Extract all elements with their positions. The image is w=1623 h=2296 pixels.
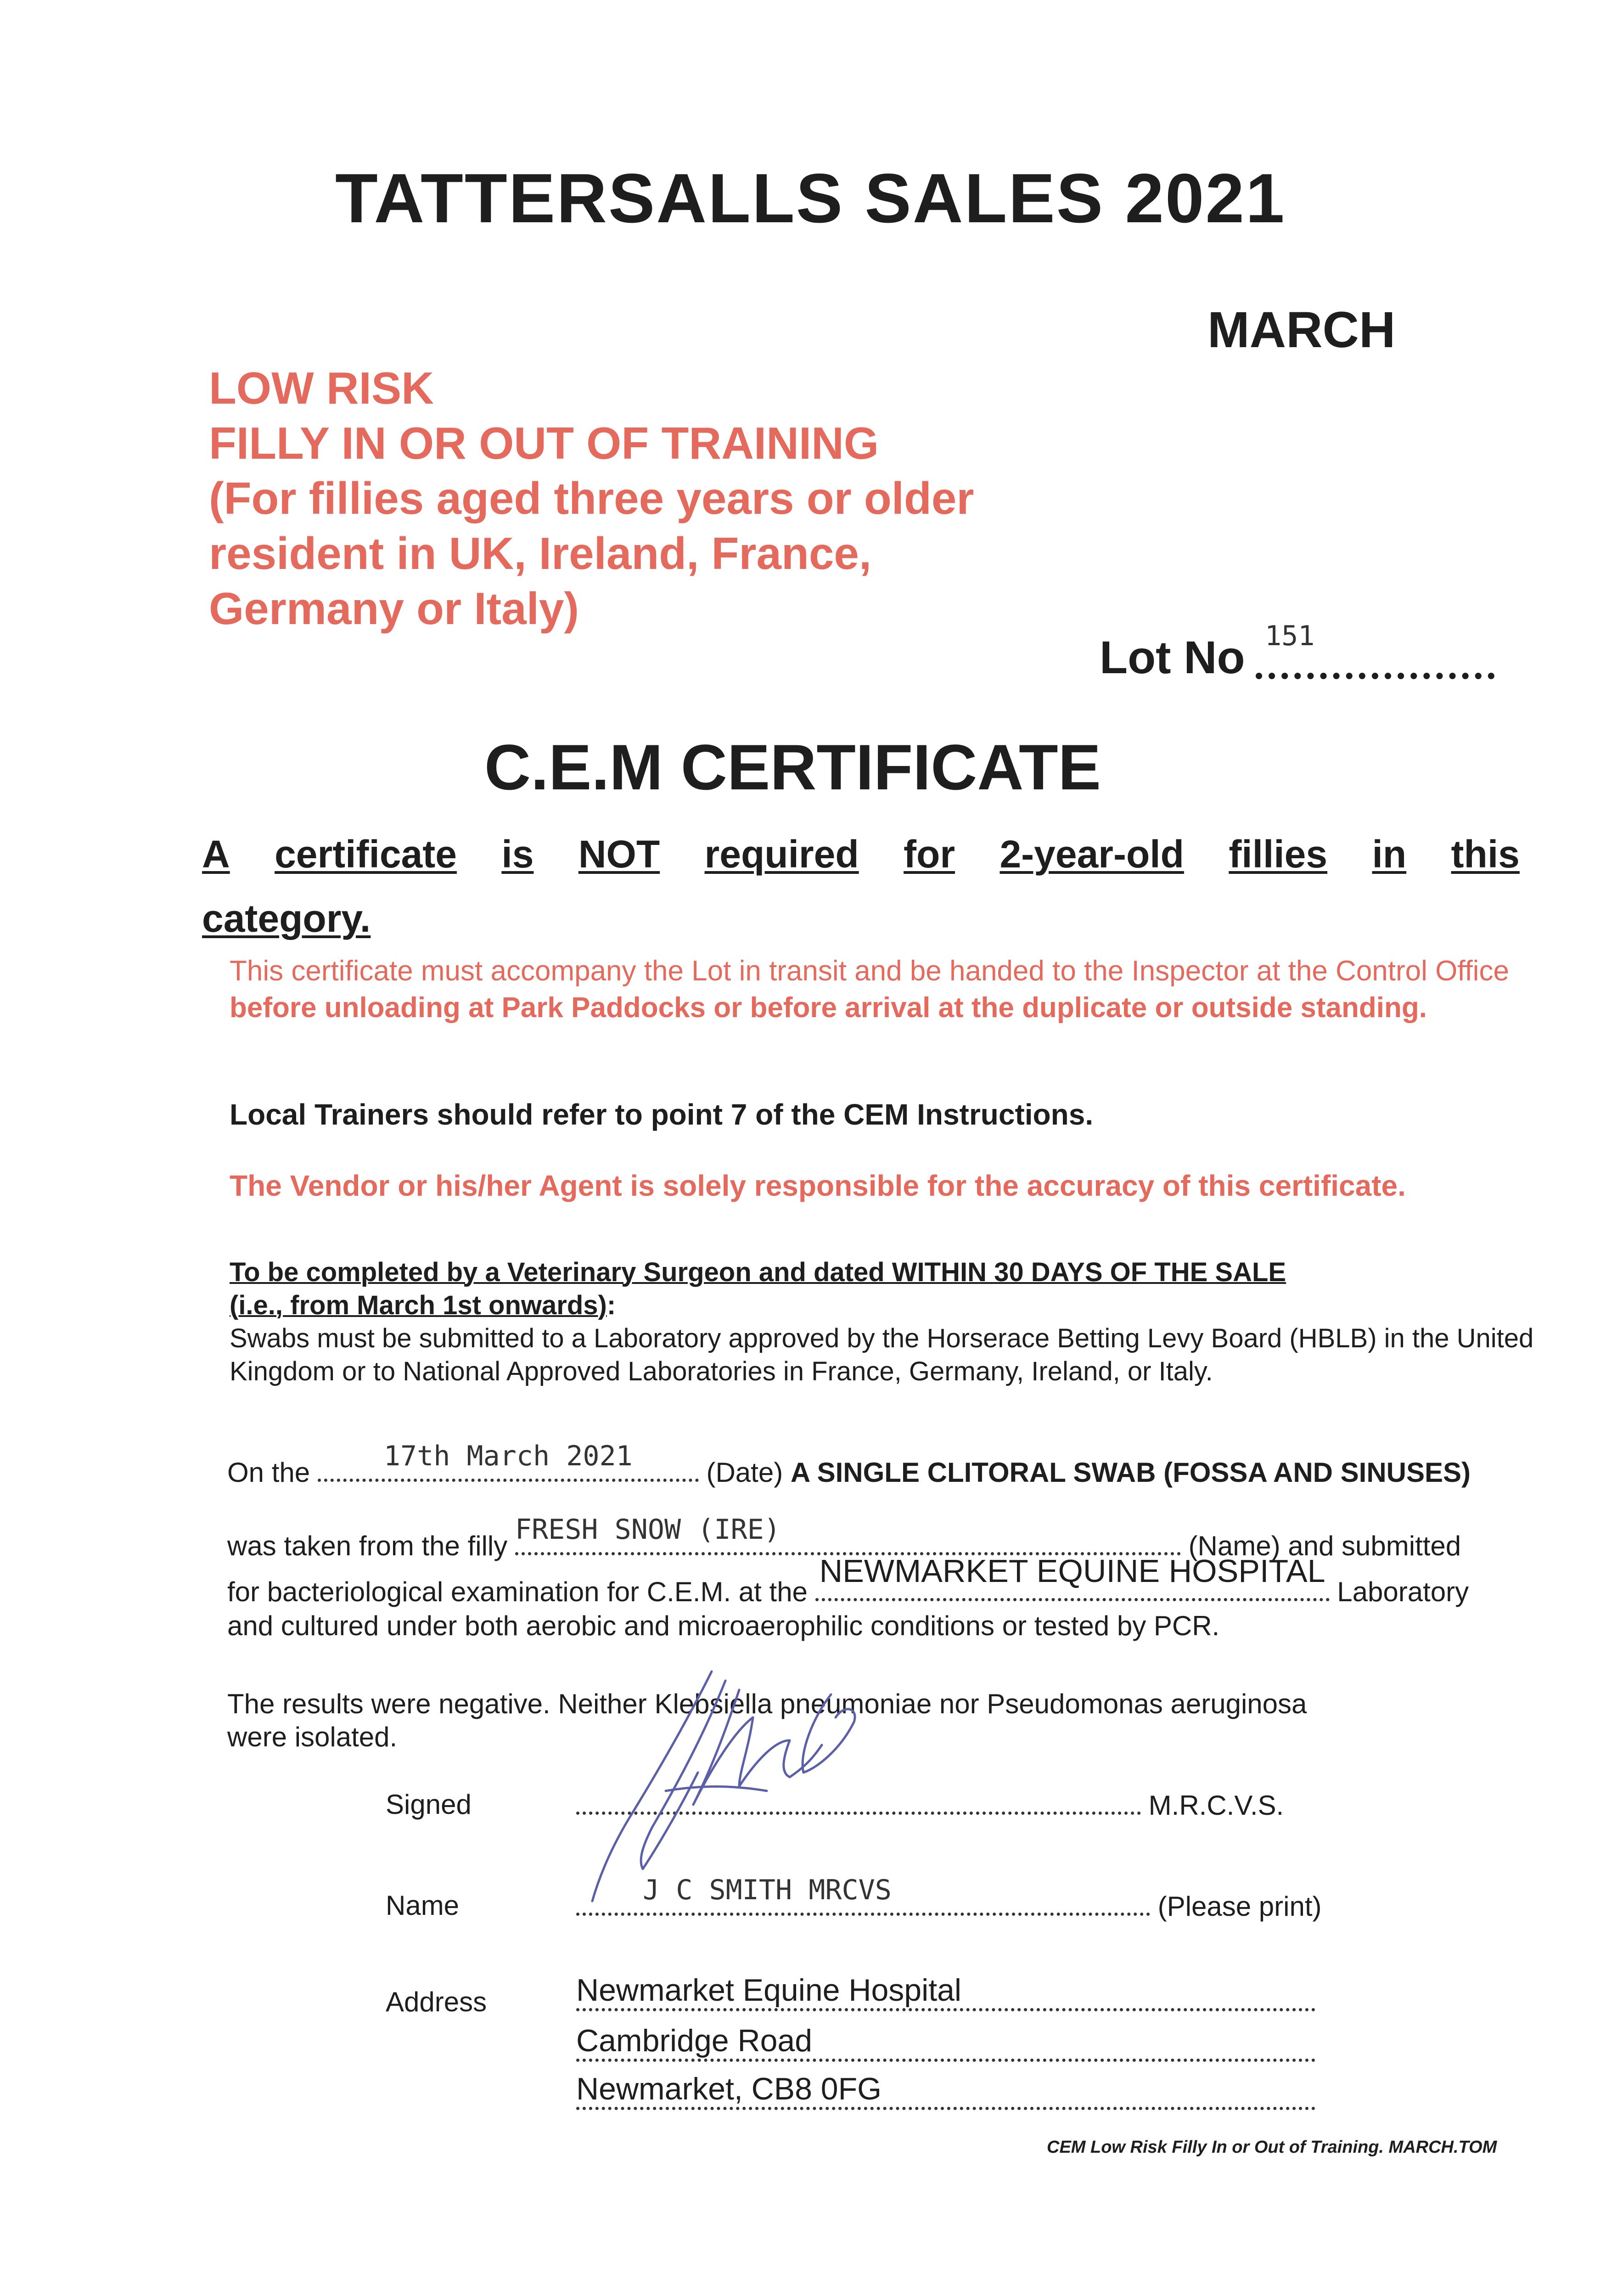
address-label: Address [386, 1986, 487, 2017]
filly-prefix: was taken from the filly [227, 1531, 508, 1561]
category-line: LOW RISK [209, 363, 434, 413]
results-line: The results were negative. Neither Klebsiella pneumoniae nor Pseudomonas aeruginosa [227, 1688, 1307, 1719]
handwritten-signature [574, 1653, 877, 1910]
category-heading [209, 360, 974, 636]
lot-value: 151 [1265, 620, 1315, 652]
laboratory-line [227, 1553, 1469, 1643]
sale-month: MARCH [1207, 302, 1396, 358]
vendor-notice: The Vendor or his/her Agent is solely responsible for the accuracy of this certificate. [230, 1169, 1406, 1202]
address-line [576, 2023, 1315, 2062]
transit-bold-text: before unloading at Park Paddocks or before arrival at the duplicate or outside standing. [230, 992, 1427, 1024]
date-value: 17th March 2021 [383, 1440, 633, 1472]
address-value: Newmarket Equine Hospital [576, 1972, 1315, 2011]
name-label: Name [386, 1890, 460, 1921]
lot-number [1100, 620, 1315, 684]
notice-word: A [202, 833, 230, 876]
notice-word: 2-year-old [1000, 833, 1184, 876]
name-suffix: (Please print) [1157, 1891, 1322, 1922]
certificate-title: C.E.M CERTIFICATE [484, 731, 1101, 803]
vet-heading-colon: : [607, 1290, 616, 1320]
vet-body: Swabs must be submitted to a Laboratory approved by the Horserace Betting Levy Board (HBLB) in the United Kingdom or to National Approved Laboratories in France, Germany, Ireland, or Italy. [230, 1323, 1534, 1386]
transit-notice [230, 953, 1515, 1026]
address-line [576, 1972, 1315, 2011]
notice-word: NOT [578, 833, 660, 876]
category-line: Germany or Italy) [209, 583, 579, 634]
category-line: FILLY IN OR OUT OF TRAINING [209, 418, 879, 468]
filly-name-value: FRESH SNOW (IRE) [515, 1514, 781, 1546]
laboratory-suffix: Laboratory [1337, 1576, 1469, 1607]
signed-label: Signed [386, 1789, 472, 1820]
name-value: J C SMITH MRCVS [643, 1874, 892, 1906]
notice-word: for [904, 833, 955, 876]
signed-suffix: M.R.C.V.S. [1148, 1790, 1284, 1821]
address-value: Newmarket, CB8 0FG [576, 2071, 1315, 2110]
page-title: TATTERSALLS SALES 2021 [335, 159, 1286, 237]
address-value: Cambridge Road [576, 2023, 1315, 2062]
transit-text: This certificate must accompany the Lot in transit and be handed to the Inspector at the Control Office [230, 955, 1509, 987]
footer-reference: CEM Low Risk Filly In or Out of Training. MARCH.TOM [1047, 2138, 1497, 2157]
date-suffix: (Date) [706, 1457, 783, 1488]
local-trainers-note: Local Trainers should refer to point 7 of the CEM Instructions. [230, 1098, 1094, 1131]
lot-label: Lot No [1100, 632, 1245, 683]
address-line [576, 2071, 1315, 2110]
culture-text: and cultured under both aerobic and microaerophilic conditions or tested by PCR. [227, 1610, 1220, 1641]
not-required-notice [202, 822, 1520, 951]
date-prefix: On the [227, 1457, 310, 1488]
laboratory-field[interactable] [815, 1553, 1330, 1601]
notice-word: this [1451, 833, 1520, 876]
notice-word: required [704, 833, 859, 876]
results-line: were isolated. [227, 1722, 398, 1752]
laboratory-prefix: for bacteriological examination for C.E.M. at the [227, 1576, 808, 1607]
notice-word: is [501, 833, 534, 876]
swab-text: A SINGLE CLITORAL SWAB (FOSSA AND SINUSES) [790, 1457, 1471, 1488]
category-line: resident in UK, Ireland, France, [209, 528, 872, 579]
notice-word: fillies [1229, 833, 1328, 876]
vet-heading: To be completed by a Veterinary Surgeon and dated WITHIN 30 DAYS OF THE SALE [230, 1257, 1286, 1287]
filly-name-field[interactable] [515, 1514, 1181, 1555]
filly-suffix: (Name) and submitted [1188, 1531, 1461, 1561]
date-line [227, 1440, 1471, 1488]
notice-word: category. [202, 897, 371, 940]
date-field[interactable] [318, 1440, 699, 1482]
vet-heading-dates: (i.e., from March 1st onwards) [230, 1290, 607, 1320]
category-line: (For fillies aged three years or older [209, 473, 974, 523]
notice-word: certificate [275, 833, 457, 876]
vet-instructions [230, 1256, 1538, 1388]
notice-word: in [1372, 833, 1407, 876]
laboratory-value: NEWMARKET EQUINE HOSPITAL [819, 1553, 1325, 1589]
